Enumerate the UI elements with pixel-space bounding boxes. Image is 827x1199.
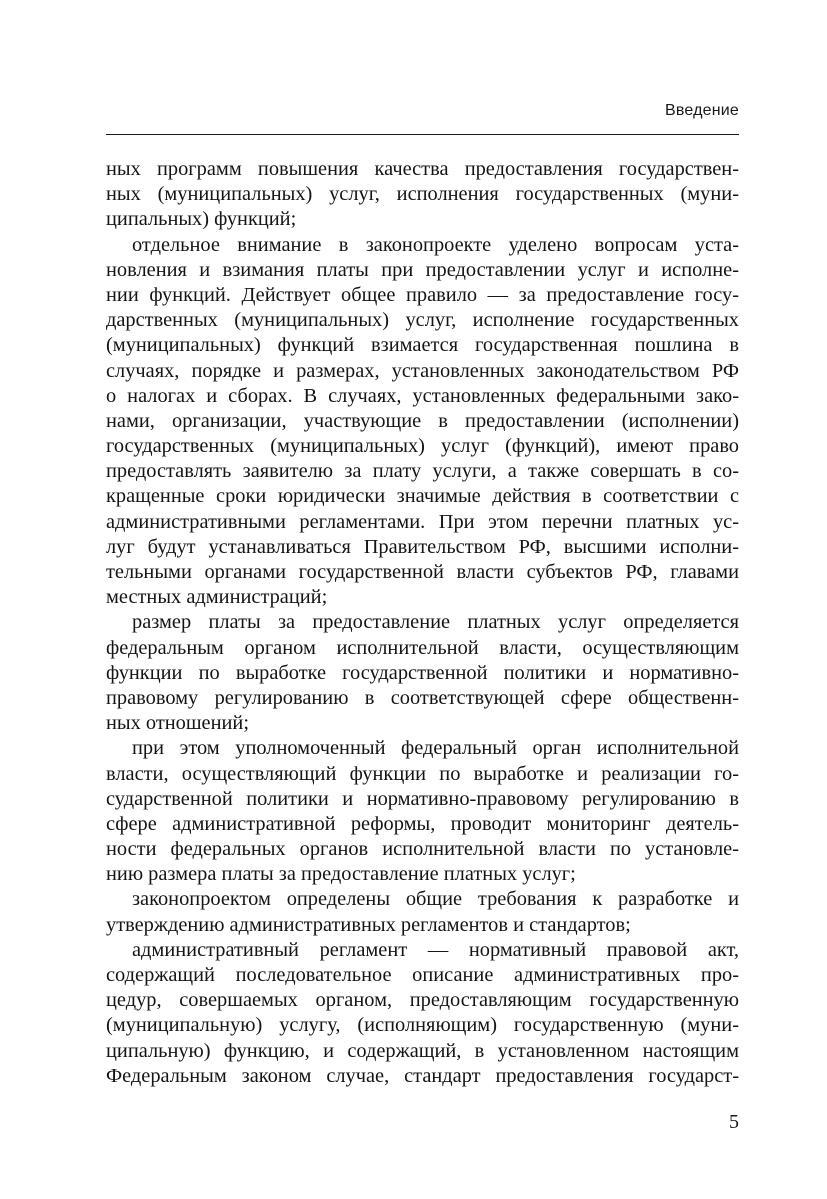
text-line: дарственных (муниципальных) услуг, исполнение государственных <box>106 309 739 332</box>
text-line: функции по выработке государственной политики и нормативно- <box>106 661 739 684</box>
text-line: тельными органами государственной власти субъектов РФ, главами <box>106 561 739 583</box>
text-line: ципальную) функцию, и содержащий, в установленном настоящим <box>106 1039 739 1062</box>
body-text <box>106 157 739 1089</box>
running-head-title: Введение <box>664 102 739 119</box>
text-line: (муниципальных) функций взимается государственная пошлина в <box>106 334 739 357</box>
text-line: при этом уполномоченный федеральный орган исполнительной <box>132 737 739 760</box>
text-line: луг будут устанавливаться Правительством РФ, высшими исполни- <box>106 535 739 558</box>
text-line: сфере административной реформы, проводит мониторинг деятель- <box>106 812 739 835</box>
text-line: нии функций. Действует общее правило — за предоставление госу- <box>106 283 739 306</box>
text-line: ных программ повышения качества предоставления государствен- <box>106 158 739 180</box>
text-line: законопроектом определены общие требования к разработке и <box>132 888 739 911</box>
text-line: размер платы за предоставление платных услуг определяется <box>132 611 739 634</box>
text-line: ципальных) функций; <box>106 208 297 231</box>
text-line: местных администраций; <box>106 586 328 609</box>
text-line: Федеральным законом случае, стандарт предоставления государст- <box>106 1064 739 1087</box>
text-line: случаях, порядке и размерах, установленных законодательством РФ <box>106 359 739 382</box>
text-line: власти, осуществляющий функции по выработке и реализации го- <box>106 762 739 785</box>
text-line: административный регламент — нормативный правовой акт, <box>132 938 739 961</box>
header-divider <box>106 134 739 135</box>
text-line: правовому регулированию в соответствующей сфере общественн- <box>106 686 739 709</box>
text-line: федеральным органом исполнительной власти, осуществляющим <box>106 636 739 659</box>
text-line: нию размера платы за предоставление платных услуг; <box>106 863 576 886</box>
text-line: нами, организации, участвующие в предоставлении (исполнении) <box>106 409 739 432</box>
text-line: кращенные сроки юридически значимые действия в соответствии с <box>106 485 739 508</box>
text-line: государственных (муниципальных) услуг (функций), имеют право <box>106 435 739 458</box>
text-line: новления и взимания платы при предоставлении услуг и исполне- <box>106 258 739 281</box>
text-line: ности федеральных органов исполнительной власти по установле- <box>106 838 739 861</box>
text-line: административными регламентами. При этом перечни платных ус- <box>106 510 739 533</box>
text-line: ных (муниципальных) услуг, исполнения государственных (муни- <box>106 183 739 206</box>
text-line: содержащий последовательное описание административных про- <box>106 964 739 986</box>
text-line: предоставлять заявителю за плату услуги, а также совершать в со- <box>106 460 739 483</box>
text-line: утверждению административных регламентов и стандартов; <box>106 913 631 936</box>
page-number: 5 <box>729 1111 739 1133</box>
text-line: отдельное внимание в законопроекте уделено вопросам уста- <box>132 233 739 256</box>
text-line: (муниципальную) услугу, (исполняющим) государственную (муни- <box>106 1014 739 1037</box>
text-line: о налогах и сборах. В случаях, установленных федеральными зако- <box>106 384 739 407</box>
text-line: цедур, совершаемых органом, предоставляющим государственную <box>106 989 739 1012</box>
text-line: сударственной политики и нормативно-правовому регулированию в <box>106 787 739 810</box>
text-line: ных отношений; <box>106 712 250 735</box>
